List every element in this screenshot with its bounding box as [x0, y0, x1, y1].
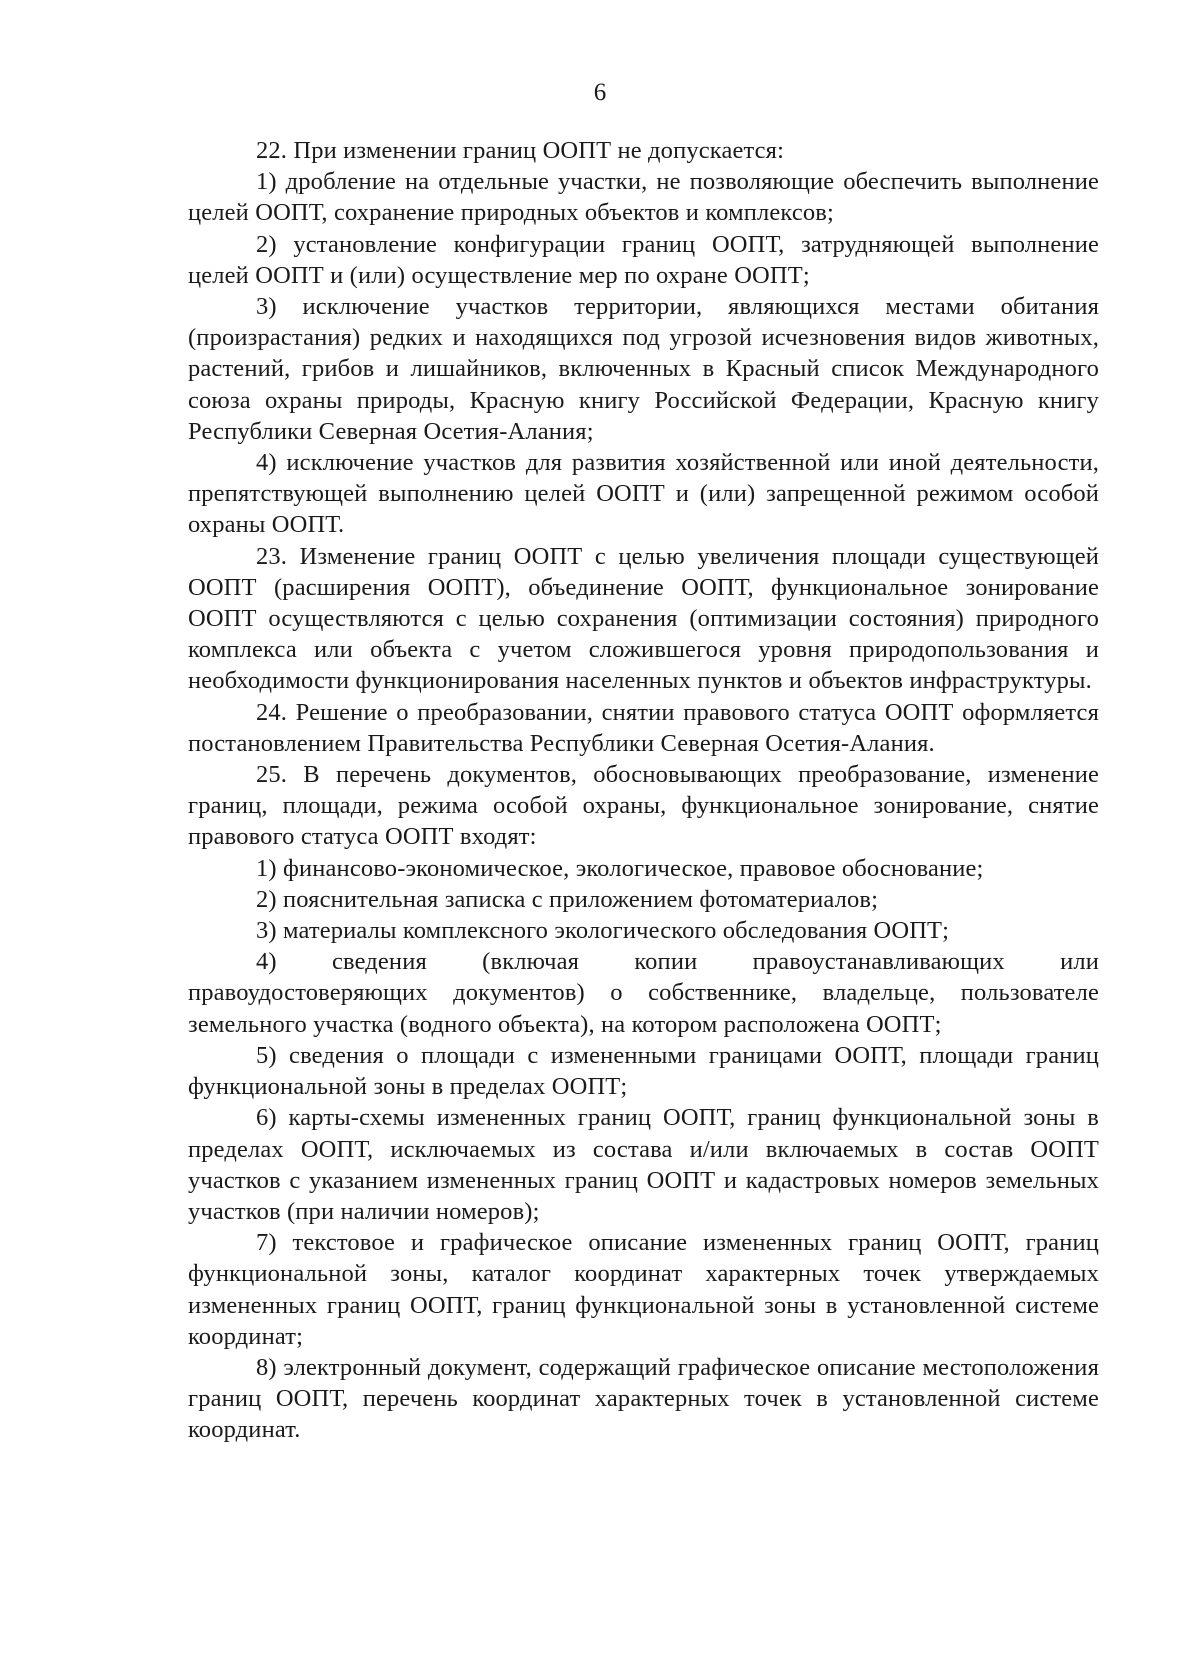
page-number: 6 — [593, 79, 607, 106]
paragraph-22-item-2: 2) установление конфигурации границ ООПТ, затрудняющей выполнение целей ООПТ и (или) осуществление мер по охране ООПТ; — [188, 230, 1099, 289]
paragraph-23: 23. Изменение границ ООПТ с целью увеличения площади существующей ООПТ (расширения ООПТ), объединение ООПТ, функциональное зонирование ООПТ осуществляются с целью сохранения (оптимизации состояния) природного комплекса или объекта с учетом сложившегося уровня природопользования и необходимости функционирования населенных пунктов и объектов инфраструктуры. — [188, 542, 1099, 695]
paragraph-22-item-4: 4) исключение участков для развития хозяйственной или иной деятельности, препятствующей выполнению целей ООПТ и (или) запрещенной режимом особой охраны ООПТ. — [188, 449, 1099, 539]
paragraph-25-item-8: 8) электронный документ, содержащий графическое описание местоположения границ ООПТ, перечень координат характерных точек в установленной системе координат. — [188, 1353, 1099, 1444]
paragraph-25-item-6: 6) карты-схемы измененных границ ООПТ, границ функциональной зоны в пределах ООПТ, исключаемых из состава и/или включаемых в состав ООПТ участков с указанием измененных границ ООПТ и кадастровых номеров земельных участков (при наличии номеров); — [188, 1104, 1099, 1225]
paragraph-25-item-5: 5) сведения о площади с измененными границами ООПТ, площади границ функциональной зоны в пределах ООПТ; — [188, 1041, 1099, 1101]
paragraph-25-item-1: 1) финансово-экономическое, экологическое, правовое обоснование; — [256, 854, 984, 882]
paragraph-25: 25. В перечень документов, обосновывающих преобразование, изменение границ, площади, режима особой охраны, функциональное зонирование, снятие правового статуса ООПТ входят: — [188, 761, 1099, 851]
paragraph-25-item-3: 3) материалы комплексного экологического обследования ООПТ; — [256, 917, 950, 945]
paragraph-25-item-4: 4) сведения (включая копии правоустанавливающих или правоудостоверяющих документов) о собственнике, владельце, пользователе земельного участка (водного объекта), на котором расположена ООПТ; — [188, 948, 1099, 1038]
paragraph-22-item-3: 3) исключение участков территории, являющихся местами обитания (произрастания) редких и находящихся под угрозой исчезновения видов животных, растений, грибов и лишайников, включенных в Красный список Международного союза охраны природы, Красную книгу Российской Федерации, Красную книгу Республики Северная Осетия-Алания; — [188, 293, 1099, 445]
paragraph-22-item-1: 1) дробление на отдельные участки, не позволяющие обеспечить выполнение целей ООПТ, сохранение природных объектов и комплексов; — [188, 168, 1099, 227]
paragraph-22: 22. При изменении границ ООПТ не допускается: — [256, 137, 785, 164]
paragraph-25-item-7: 7) текстовое и графическое описание измененных границ ООПТ, границ функциональной зоны, каталог координат характерных точек утверждаемых измененных границ ООПТ, границ функциональной зоны в установленной системе координат; — [188, 1229, 1099, 1350]
paragraph-24: 24. Решение о преобразовании, снятии правового статуса ООПТ оформляется постановлением Правительства Республики Северная Осетия-Алания. — [188, 698, 1099, 757]
document-body — [188, 135, 1099, 1446]
paragraph-25-item-2: 2) пояснительная записка с приложением фотоматериалов; — [256, 885, 879, 913]
